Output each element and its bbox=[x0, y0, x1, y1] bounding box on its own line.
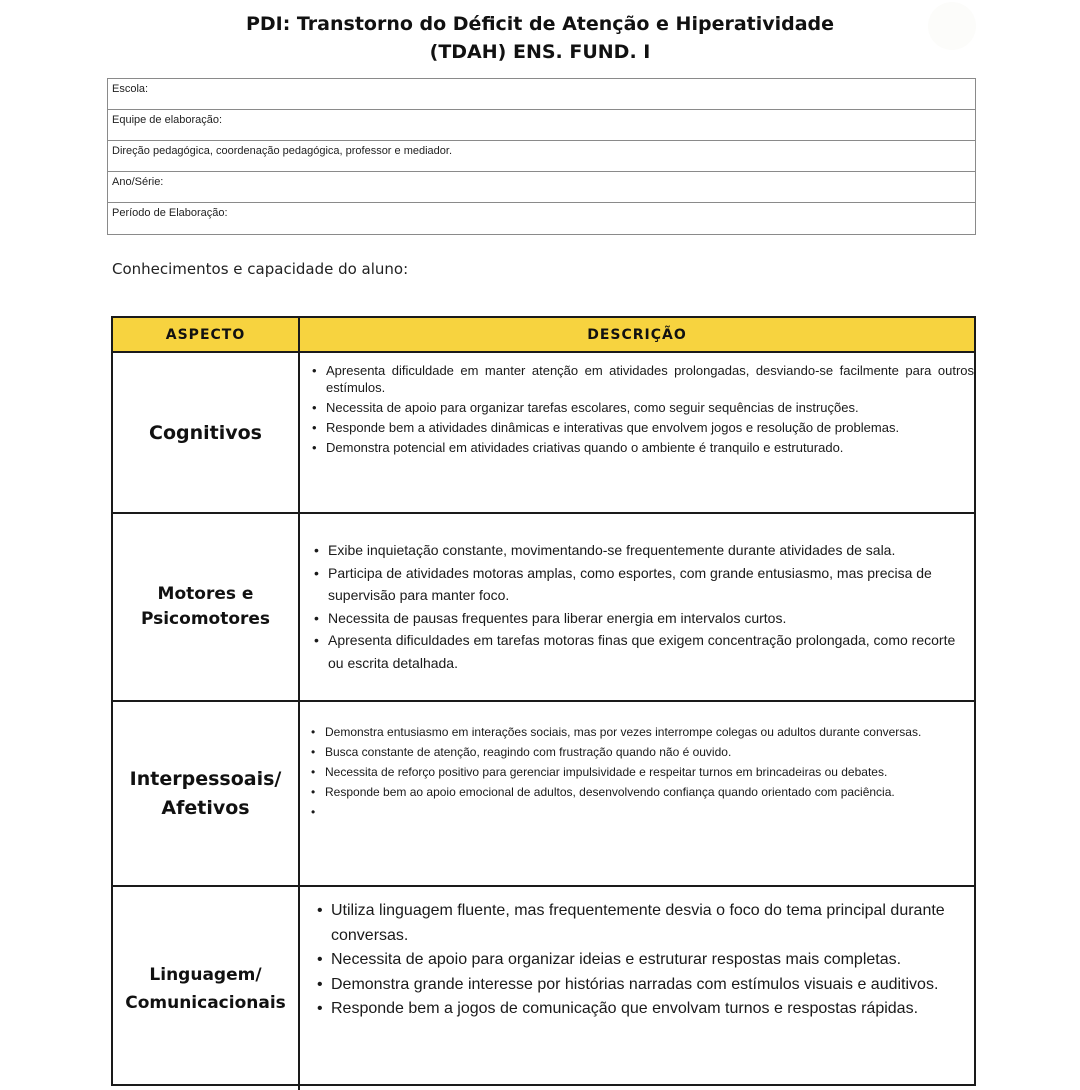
aspect-cell bbox=[113, 514, 300, 700]
list-item: • Utiliza linguagem fluente, mas frequentemente desvia o foco do tema principal durante conversas. bbox=[331, 899, 970, 948]
list-item: • Demonstra potencial em atividades criativas quando o ambiente é tranquilo e estruturado. bbox=[326, 439, 974, 456]
description-cell bbox=[300, 702, 974, 885]
title-line-2: (TDAH) ENS. FUND. I bbox=[429, 41, 651, 63]
table-row-motores bbox=[113, 514, 974, 702]
description-list bbox=[325, 724, 964, 824]
description-cell bbox=[300, 887, 974, 1090]
document-title bbox=[0, 10, 1080, 66]
table-row-cognitivos bbox=[113, 353, 974, 514]
aspect-label-line-1: Interpessoais/ bbox=[129, 767, 282, 790]
list-item: • Apresenta dificuldades em tarefas motoras finas que exigem concentração prolongada, como recorte ou escrita detalhada. bbox=[328, 629, 970, 674]
aspect-label-line-2: Afetivos bbox=[161, 796, 250, 819]
aspect-label-line-2: Psicomotores bbox=[140, 609, 271, 629]
description-cell bbox=[300, 514, 974, 700]
aspect-cell bbox=[113, 702, 300, 885]
list-item: • Demonstra entusiasmo em interações sociais, mas por vezes interrompe colegas ou adultos durante conversas. bbox=[325, 724, 964, 740]
list-item: • Demonstra grande interesse por histórias narradas com estímulos visuais e auditivos. bbox=[331, 973, 970, 998]
info-row-escola: Escola: bbox=[108, 79, 975, 110]
list-item: • Responde bem a atividades dinâmicas e interativas que envolvem jogos e resolução de problemas. bbox=[326, 419, 974, 436]
header-aspect: ASPECTO bbox=[113, 318, 300, 353]
aspect-table bbox=[111, 316, 976, 1086]
info-row-equipe: Equipe de elaboração: bbox=[108, 110, 975, 141]
section-label: Conhecimentos e capacidade do aluno: bbox=[112, 260, 409, 278]
description-list bbox=[326, 362, 974, 459]
list-item-empty bbox=[325, 804, 964, 820]
list-item: • Necessita de reforço positivo para gerenciar impulsividade e respeitar turnos em brincadeiras ou debates. bbox=[325, 764, 964, 780]
description-list bbox=[328, 539, 970, 674]
info-row-periodo: Período de Elaboração: bbox=[112, 207, 228, 219]
description-cell bbox=[300, 353, 974, 512]
info-row-direcao: Direção pedagógica, coordenação pedagógica, professor e mediador. bbox=[108, 141, 975, 172]
list-item: • Necessita de apoio para organizar tarefas escolares, como seguir sequências de instruções. bbox=[326, 399, 974, 416]
aspect-label-line-2: Comunicacionais bbox=[125, 992, 286, 1013]
list-item: • Necessita de pausas frequentes para liberar energia em intervalos curtos. bbox=[328, 607, 970, 630]
list-item: • Responde bem ao apoio emocional de adultos, desenvolvendo confiança quando orientado com paciência. bbox=[325, 784, 964, 800]
info-form-table bbox=[107, 78, 976, 235]
aspect-cell bbox=[113, 353, 300, 512]
header-description: DESCRIÇÃO bbox=[300, 318, 974, 353]
title-line-1: PDI: Transtorno do Déficit de Atenção e Hiperatividade bbox=[245, 13, 835, 35]
list-item: • Exibe inquietação constante, movimentando-se frequentemente durante atividades de sala. bbox=[328, 539, 970, 562]
list-item: • Responde bem a jogos de comunicação que envolvam turnos e respostas rápidas. bbox=[331, 997, 970, 1022]
aspect-label-line-1: Motores e bbox=[157, 584, 254, 604]
list-item: • Participa de atividades motoras amplas, como esportes, com grande entusiasmo, mas precisa de supervisão para manter foco. bbox=[328, 562, 970, 607]
table-row-linguagem bbox=[113, 887, 974, 1090]
table-row-interpessoais bbox=[113, 702, 974, 887]
list-item: • Apresenta dificuldade em manter atenção em atividades prolongadas, desviando-se facilmente para outros estímulos. bbox=[326, 362, 974, 396]
info-row-ano-serie: Ano/Série: bbox=[108, 172, 975, 203]
description-list bbox=[331, 899, 970, 1022]
list-item: • Busca constante de atenção, reagindo com frustração quando não é ouvido. bbox=[325, 744, 964, 760]
list-item: • Necessita de apoio para organizar ideias e estruturar respostas mais completas. bbox=[331, 948, 970, 973]
aspect-label: Cognitivos bbox=[149, 421, 262, 444]
aspect-cell bbox=[113, 887, 300, 1090]
aspect-label-line-1: Linguagem/ bbox=[149, 964, 262, 985]
